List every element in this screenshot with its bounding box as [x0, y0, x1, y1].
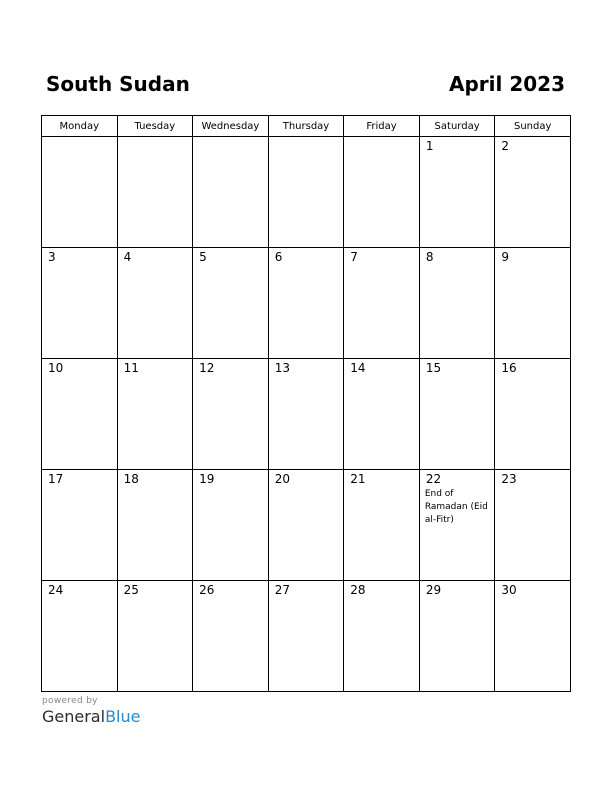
weekday-friday: Friday	[344, 116, 420, 137]
weekday-wednesday: Wednesday	[193, 116, 269, 137]
week-row	[42, 359, 571, 470]
day-cell	[193, 248, 269, 359]
day-cell	[193, 359, 269, 470]
footer-branding	[42, 696, 140, 726]
day-number: 9	[501, 250, 510, 264]
day-cell	[419, 137, 495, 248]
day-cell	[268, 137, 344, 248]
generalblue-logo[interactable]	[42, 707, 140, 726]
day-number: 10	[48, 361, 64, 375]
brand-blue: Blue	[105, 707, 141, 726]
week-row	[42, 248, 571, 359]
day-cell	[42, 470, 118, 581]
day-cell	[117, 359, 193, 470]
weekday-saturday: Saturday	[419, 116, 495, 137]
day-number: 11	[123, 361, 139, 375]
day-cell	[419, 359, 495, 470]
day-cell	[419, 248, 495, 359]
day-cell	[268, 359, 344, 470]
day-number: 2	[501, 139, 510, 153]
day-cell	[42, 359, 118, 470]
day-number: 1	[425, 139, 434, 153]
day-cell	[495, 359, 571, 470]
weekday-thursday: Thursday	[268, 116, 344, 137]
day-number: 22	[425, 472, 442, 486]
day-number: 29	[425, 583, 442, 597]
brand-general: General	[42, 707, 106, 726]
day-cell	[42, 581, 118, 692]
day-number: 8	[425, 250, 434, 264]
day-cell	[495, 248, 571, 359]
day-number: 15	[425, 361, 442, 375]
calendar-grid	[41, 115, 571, 692]
day-cell	[42, 248, 118, 359]
holiday-event: End of Ramadan (Eid al-Fitr)	[424, 489, 488, 525]
day-number: 18	[123, 472, 139, 486]
day-cell	[268, 248, 344, 359]
day-cell	[495, 470, 571, 581]
day-number: 6	[274, 250, 283, 264]
day-number: 19	[199, 472, 215, 486]
day-cell	[117, 470, 193, 581]
day-cell	[117, 248, 193, 359]
day-cell	[193, 137, 269, 248]
day-cell	[193, 581, 269, 692]
week-row	[42, 470, 571, 581]
day-cell	[117, 137, 193, 248]
day-cell	[344, 137, 420, 248]
weekday-tuesday: Tuesday	[117, 116, 193, 137]
day-cell	[268, 581, 344, 692]
day-number: 5	[199, 250, 207, 264]
week-row	[42, 137, 571, 248]
day-cell	[495, 137, 571, 248]
country-title: South Sudan	[46, 72, 190, 96]
powered-by-text: powered by	[42, 696, 98, 706]
day-number: 17	[48, 472, 64, 486]
day-number: 24	[48, 583, 64, 597]
day-cell	[42, 137, 118, 248]
week-row	[42, 581, 571, 692]
day-cell	[344, 248, 420, 359]
day-cell	[117, 581, 193, 692]
day-number: 13	[274, 361, 290, 375]
weekday-monday: Monday	[42, 116, 118, 137]
day-number: 16	[501, 361, 517, 375]
day-number: 4	[123, 250, 132, 264]
day-number: 30	[501, 583, 517, 597]
day-number: 25	[123, 583, 139, 597]
day-cell	[344, 581, 420, 692]
day-number: 7	[350, 250, 358, 264]
day-cell	[344, 470, 420, 581]
month-year-title: April 2023	[449, 72, 565, 96]
day-cell	[268, 470, 344, 581]
weekday-header-row	[42, 116, 571, 137]
day-number: 14	[350, 361, 366, 375]
weekday-sunday: Sunday	[495, 116, 571, 137]
day-number: 20	[274, 472, 290, 486]
day-number: 23	[501, 472, 517, 486]
day-cell	[419, 470, 495, 581]
day-number: 27	[274, 583, 290, 597]
day-number: 28	[350, 583, 366, 597]
day-cell	[495, 581, 571, 692]
day-cell	[193, 470, 269, 581]
day-number: 3	[48, 250, 56, 264]
day-number: 12	[199, 361, 215, 375]
day-number: 26	[199, 583, 215, 597]
day-number: 21	[350, 472, 366, 486]
day-cell	[344, 359, 420, 470]
day-cell	[419, 581, 495, 692]
